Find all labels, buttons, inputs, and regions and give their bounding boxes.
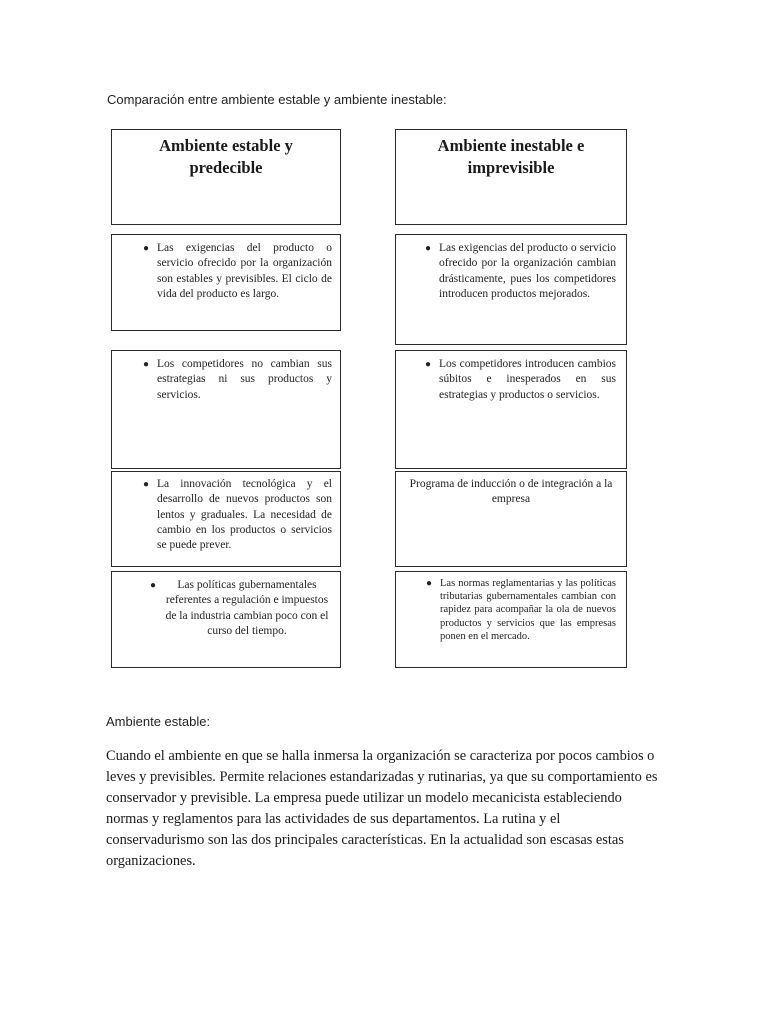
intro-line: Comparación entre ambiente estable y ambiente inestable: [107,92,447,107]
header-unstable-title: Ambiente inestable e imprevisible [437,136,585,177]
bullet-icon: ● [149,580,157,591]
bullet-icon: ● [142,479,150,490]
row4-unstable-text: Las normas reglamentarias y las políticas tributarias gubernamentales cambian con rapidez para acompañar la ola de nuevos productos y servicios que las empresas ponen en el mercado. [440,578,616,642]
row1-stable-text: Las exigencias del producto o servicio ofrecido por la organización son estables y previsibles. El ciclo de vida del producto es largo. [157,242,332,300]
table-cell-row1-stable [111,234,341,331]
table-cell-row1-unstable [395,234,627,345]
row2-unstable-text: Los competidores introducen cambios súbitos e inesperados en sus estrategias y productos o servicios. [439,358,616,401]
bullet-icon: ● [424,243,432,254]
table-cell-row2-stable [111,350,341,469]
table-cell-row3-stable [111,471,341,567]
bullet-icon: ● [142,359,150,370]
row3-stable-text: La innovación tecnológica y el desarrollo de nuevos productos son lentos y graduales. La necesidad de cambio en los productos o servicios se puede prever. [157,478,332,552]
table-cell-row2-unstable [395,350,627,469]
header-cell-stable [111,129,341,225]
bullet-icon: ● [424,359,432,370]
row3-unstable-text: Programa de inducción o de integración a la empresa [409,478,613,506]
bullet-icon: ● [425,578,433,589]
section-heading: Ambiente estable: [106,714,211,729]
row4-stable-text: Las políticas gubernamentales referentes a regulación e impuestos de la industria cambian poco con el curso del tiempo. [165,579,329,637]
bullet-icon: ● [142,243,150,254]
table-cell-row4-stable [111,571,341,668]
table-cell-row3-unstable [395,471,627,567]
row1-unstable-text: Las exigencias del producto o servicio ofrecido por la organización cambian drásticamente, pues los competidores introducen productos mejorados. [439,242,616,300]
header-stable-title: Ambiente estable y predecible [159,136,293,177]
row2-stable-text: Los competidores no cambian sus estrategias ni sus productos y servicios. [157,358,332,401]
body-paragraph: Cuando el ambiente en que se halla inmersa la organización se caracteriza por pocos cambios o leves y previsibles. Permite relaciones estandarizadas y rutinarias, ya que su comportamiento es conservador y previsible. La empresa puede utilizar un modelo mecanicista estableciendo normas y reglamentos para las actividades de sus departamentos. La rutina y el conservadurismo son las dos principales características. En la actualidad son escasas estas organizaciones. [106,748,658,869]
table-cell-row4-unstable [395,571,627,668]
header-cell-unstable [395,129,627,225]
